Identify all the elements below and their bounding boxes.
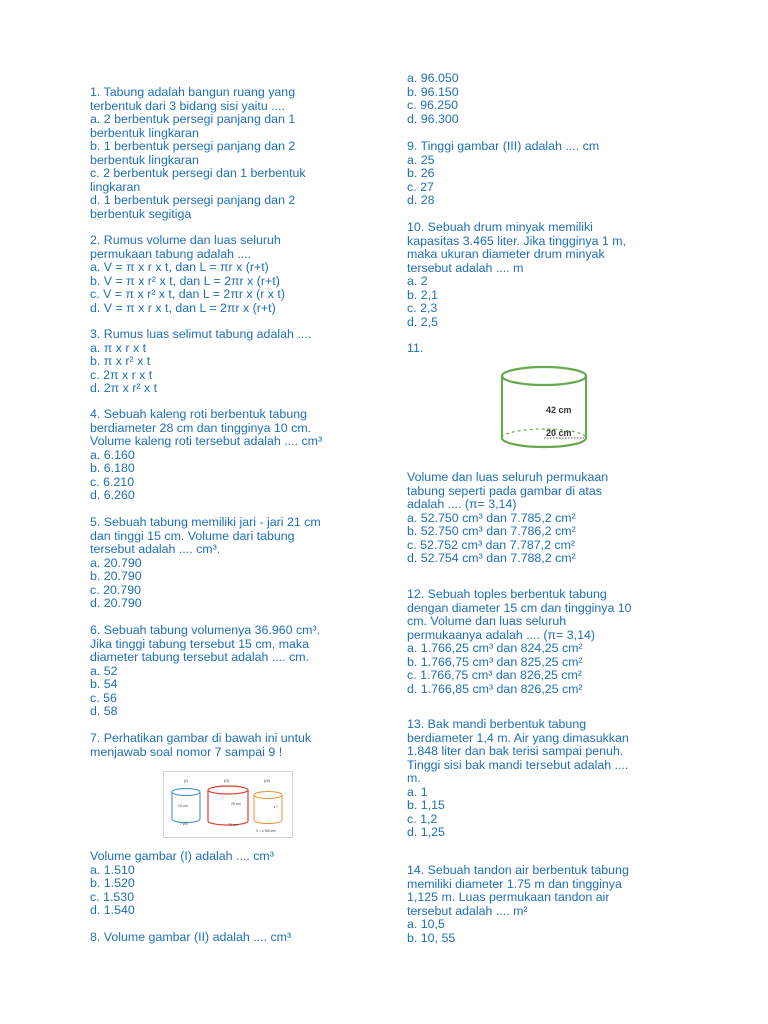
question-line: Volume dan luas seluruh permukaan [407,470,609,484]
cylinder-label-1: (I) [184,778,188,783]
question-line: Jika tinggi tabung tersebut 15 cm, maka [90,636,310,651]
question-line: b. V = π x r² x t, dan L = 2πr x (r+t) [90,273,280,288]
question-line: 2. Rumus volume dan luas seluruh [90,233,281,247]
question-line: c. 52.752 cm³ dan 7.787,2 cm² [407,537,576,552]
question-11 [407,342,707,356]
question-line: a. 2 berbentuk persegi panjang dan 1 [90,112,296,126]
question-line: 1.848 liter dan bak terisi sampai penuh. [407,744,624,758]
cylinder-label-3: (III) [264,778,270,783]
question-2 [90,234,390,315]
question-line: diameter tabung tersebut adalah .... cm. [90,650,310,664]
question-8 [90,931,390,945]
question-line: d. 20.790 [90,596,142,610]
question-line: c. 2,3 [407,301,438,315]
question-line: c. 1,2 [407,811,438,826]
question-line: d. 28 [407,193,435,207]
question-line: b. 1.520 [90,876,135,890]
question-line: d. 2π x r² x t [90,381,158,395]
question-line: 5. Sebuah tabung memiliki jari - jari 21 cm [90,515,321,529]
question-line: berbentuk lingkaran [90,152,199,167]
question-line: b. 2,1 [407,287,439,302]
question-line: d. 52.754 cm³ dan 7.788,2 cm² [407,551,576,565]
question-line: 7. Perhatikan gambar di bawah ini untuk [90,731,312,745]
question-line: 8. Volume gambar (II) adalah .... cm³ [90,930,292,944]
question-line: a. V = π x r x t, dan L = πr x (r+t) [90,260,269,274]
cylinder-diagram [498,364,590,452]
question-3 [90,328,390,396]
question-line: c. 1.530 [90,889,135,904]
question-line: c. 1.766,75 cm³ dan 826,25 cm² [407,668,582,682]
question-line: d. 58 [90,704,118,718]
question-line: c. 20.790 [90,582,141,597]
question-line: b. 20.790 [90,569,142,583]
question-line: dengan diameter 15 cm dan tingginya 10 [407,600,632,615]
question-line: a. 52 [90,663,118,678]
cylinder-label-2: (II) [224,778,229,783]
question-line: 13. Bak mandi berbentuk tabung [407,717,587,731]
question-4 [90,408,390,503]
question-line: c. 2π x r x t [90,367,153,382]
cylinder-radius-label: 20 cm [546,428,572,438]
question-line: lingkaran [90,179,141,194]
question-line: d. 1.766,85 cm³ dan 826,25 cm² [407,681,583,696]
question-line: b. 26 [407,166,435,180]
question-line: d. 1.540 [90,903,135,917]
question-8-options [407,72,707,126]
cylinder-q11 [502,367,586,447]
question-line: b. 1,15 [407,798,445,812]
question-line: c. 27 [407,179,434,194]
question-14 [407,864,707,945]
question-line: c. 6.210 [90,474,135,489]
question-line: a. 1.510 [90,862,135,877]
question-12 [407,588,707,696]
question-line: 10. Sebuah drum minyak memiliki [407,220,593,234]
question-line: 11. [407,341,424,355]
question-line: 1. Tabung adalah bangun ruang yang [90,85,296,99]
question-line: c. V = π x r² x t, dan L = 2πr x (r x t) [90,287,285,301]
question-line: menjawab soal nomor 7 sampai 9 ! [90,744,283,759]
cylinder-height-label: 42 cm [546,405,572,415]
question-line: adalah .... (π= 3,14) [407,497,517,511]
question-line: permukaanya adalah .... (π= 3,14) [407,627,595,642]
question-line: 3. Rumus luas selimut tabung adalah .... [90,327,312,341]
question-line: a. 2 [407,274,428,288]
question-7 [90,732,390,759]
question-line: b. 10, 55 [407,930,456,945]
question-line: a. 20.790 [90,555,142,570]
question-line: berbentuk segitiga [90,206,192,221]
question-9 [407,140,707,208]
question-line: 4. Sebuah kaleng roti berbentuk tabung [90,407,307,421]
question-7-volume [90,850,390,918]
question-line: 14. Sebuah tandon air berbentuk tabung [407,863,629,877]
question-line: a. 52.750 cm³ dan 7.785,2 cm² [407,510,576,525]
question-line: d. 96.300 [407,111,459,126]
question-line: 1,125 m. Luas permukaan tandon air [407,890,610,904]
question-line: d. 1 berbentuk persegi panjang dan 2 [90,193,296,207]
question-line: b. π x r² x t [90,354,151,368]
question-10 [407,221,707,329]
question-line: maka ukuran diameter drum minyak [407,247,605,261]
figure-three-cylinders [163,771,293,838]
question-line: tersebut adalah .... m² [407,903,528,918]
question-line: berdiameter 1,4 m. Air yang dimasukkan [407,730,629,745]
question-line: a. π x r x t [90,340,147,355]
cylinder-1-height: 10 cm [178,804,188,808]
cylinder-1-base: 7 cm [180,822,188,826]
question-13 [407,718,707,840]
question-line: c. 56 [90,690,117,705]
question-line: berbentuk lingkaran [90,125,199,140]
cylinder-2-base: 70 cm [228,823,238,827]
figure-cylinder-q11 [498,364,590,452]
question-line: a. 25 [407,152,435,167]
question-6 [90,624,390,719]
question-line: a. 6.160 [90,447,135,462]
cylinder-2 [208,786,248,825]
question-line: dan tinggi 15 cm. Volume dari tabung [90,528,295,543]
cylinder-2-height: 20 cm [231,802,241,806]
question-line: a. 1 [407,784,428,799]
question-line: 9. Tinggi gambar (III) adalah .... cm [407,139,600,153]
question-line: d. V = π x r x t, dan L = 2πr x (r+t) [90,300,276,315]
question-line: 6. Sebuah tabung volumenya 36.960 cm³. [90,623,321,637]
question-line: a. 96.050 [407,71,459,85]
cylinder-3-volume: V = 4.760 cm³ [256,829,276,833]
question-line: Volume kaleng roti tersebut adalah .... cm³ [90,434,323,448]
question-line: d. 1,25 [407,825,445,839]
question-line: tersebut adalah .... m [407,260,524,275]
question-line: c. 96.250 [407,98,458,112]
question-line: b. 52.750 cm³ dan 7.786,2 cm² [407,524,576,538]
question-line: b. 96.150 [407,84,459,99]
cylinder-3-height: t ? [274,805,278,809]
question-line: berdiameter 28 cm dan tingginya 10 cm. [90,420,312,435]
three-cylinders-diagram [164,772,292,837]
question-line: d. 6.260 [90,488,135,502]
question-line: d. 2,5 [407,314,439,329]
question-line: b. 6.180 [90,461,135,475]
question-line: b. 54 [90,677,118,691]
question-line: 12. Sebuah toples berbentuk tabung [407,587,607,601]
question-line: permukaan tabung adalah .... [90,246,252,261]
question-line: c. 2 berbentuk persegi dan 1 berbentuk [90,166,306,180]
question-line: kapasitas 3.465 liter. Jika tingginya 1 m, [407,233,627,248]
question-5 [90,516,390,611]
question-line: a. 1.766,25 cm³ dan 824,25 cm² [407,641,583,655]
question-line: cm. Volume dan luas seluruh [407,614,567,628]
question-line: memiliki diameter 1.75 m dan tingginya [407,876,622,891]
question-line: b. 1.766,75 cm³ dan 825,25 cm² [407,654,583,669]
question-line: terbentuk dari 3 bidang sisi yaitu .... [90,98,285,113]
question-line: tersebut adalah .... cm³. [90,542,221,556]
question-line: Tinggi sisi bak mandi tersebut adalah .... [407,757,629,772]
question-1 [90,86,390,221]
question-11-text [407,471,707,566]
question-line: m. [407,771,421,785]
question-line: Volume gambar (I) adalah .... cm³ [90,849,274,863]
question-line: a. 10,5 [407,917,445,931]
question-line: b. 1 berbentuk persegi panjang dan 2 [90,139,296,153]
question-line: tabung seperti pada gambar di atas [407,483,602,498]
